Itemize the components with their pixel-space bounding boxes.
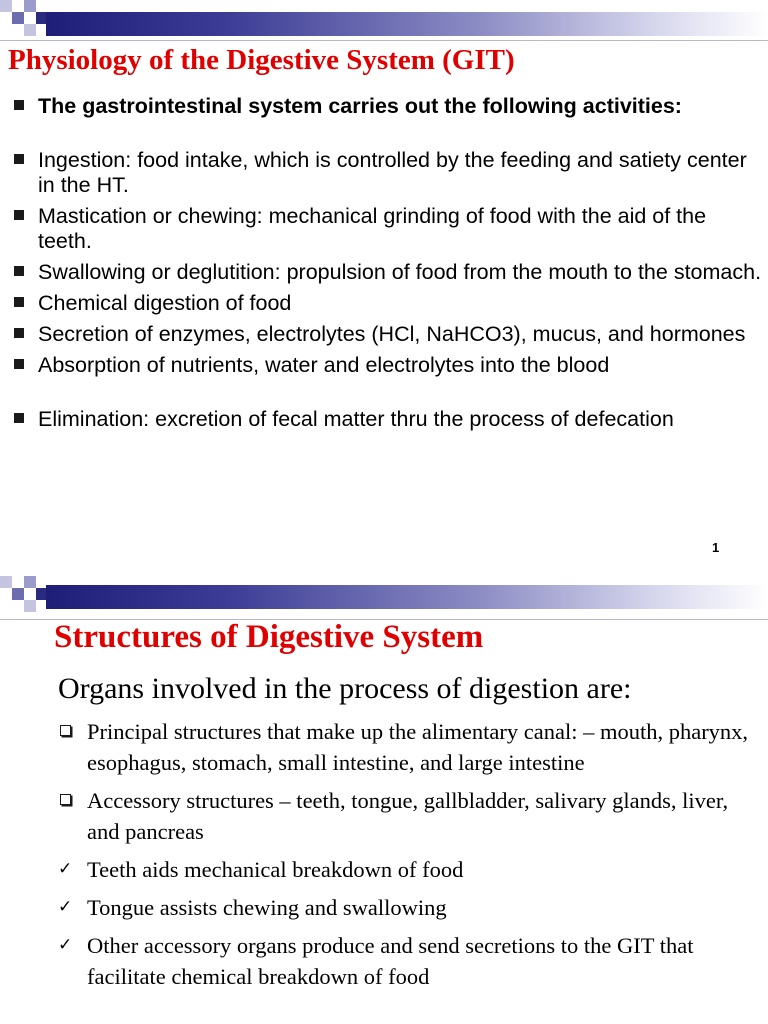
- slide-header-decoration: [0, 576, 768, 624]
- filled-square-bullet-icon: [14, 210, 24, 220]
- filled-square-bullet-icon: [14, 359, 24, 369]
- bullet-text: Absorption of nutrients, water and electrolytes into the blood: [38, 353, 610, 377]
- list-item: [14, 407, 762, 432]
- structures-list: [58, 716, 758, 992]
- list-item: [58, 854, 758, 885]
- list-item: [58, 930, 758, 992]
- bullet-text: Principal structures that make up the alimentary canal: – mouth, pharynx, esophagus, stomach, small intestine, and large intestine: [87, 719, 749, 775]
- filled-square-bullet-icon: [14, 297, 24, 307]
- bullet-text: Chemical digestion of food: [38, 291, 292, 315]
- list-item: [58, 716, 758, 778]
- slide-title: Physiology of the Digestive System (GIT): [8, 44, 515, 76]
- bullet-text: Other accessory organs produce and send secretions to the GIT that facilitate chemical breakdown of food: [87, 933, 694, 989]
- list-item: [14, 260, 762, 285]
- slide-structures: [0, 576, 768, 1024]
- list-item: [14, 204, 762, 254]
- filled-square-bullet-icon: [14, 413, 24, 423]
- bullet-text: Mastication or chewing: mechanical grinding of food with the aid of the teeth.: [38, 204, 707, 253]
- filled-square-bullet-icon: [14, 154, 24, 164]
- list-item: [14, 322, 762, 347]
- filled-square-bullet-icon: [14, 100, 24, 110]
- slide-header-decoration: [0, 0, 768, 48]
- checkmark-icon: ✓: [58, 859, 73, 879]
- bullet-text: Ingestion: food intake, which is controlled by the feeding and satiety center in the HT.: [38, 148, 747, 197]
- slide-subtitle: Organs involved in the process of digestion are:: [58, 672, 632, 705]
- page-number: 1: [712, 540, 720, 555]
- bullet-text: Secretion of enzymes, electrolytes (HCl, NaHCO3), mucus, and hormones: [38, 322, 746, 346]
- filled-square-bullet-icon: [14, 266, 24, 276]
- filled-square-bullet-icon: [14, 328, 24, 338]
- intro-text: The gastrointestinal system carries out the following activities:: [38, 94, 682, 118]
- checkmark-icon: ✓: [58, 897, 73, 917]
- hollow-square-bullet-icon: [60, 725, 71, 736]
- list-item: [58, 785, 758, 847]
- bullet-text: Swallowing or deglutition: propulsion of food from the mouth to the stomach.: [38, 260, 762, 284]
- activity-list: [14, 94, 762, 432]
- bullet-text: Elimination: excretion of fecal matter thru the process of defecation: [38, 407, 674, 431]
- bullet-text: Teeth aids mechanical breakdown of food: [87, 857, 464, 882]
- checkmark-icon: ✓: [58, 935, 73, 955]
- list-item: [14, 291, 762, 316]
- list-item: [14, 148, 762, 198]
- bullet-text: Tongue assists chewing and swallowing: [87, 895, 447, 920]
- slide-title: Structures of Digestive System: [54, 619, 484, 655]
- bullet-text: Accessory structures – teeth, tongue, gallbladder, salivary glands, liver, and pancreas: [87, 788, 729, 844]
- hollow-square-bullet-icon: [60, 794, 71, 805]
- list-item: [14, 94, 762, 119]
- list-item: [58, 892, 758, 923]
- list-item: [14, 353, 762, 378]
